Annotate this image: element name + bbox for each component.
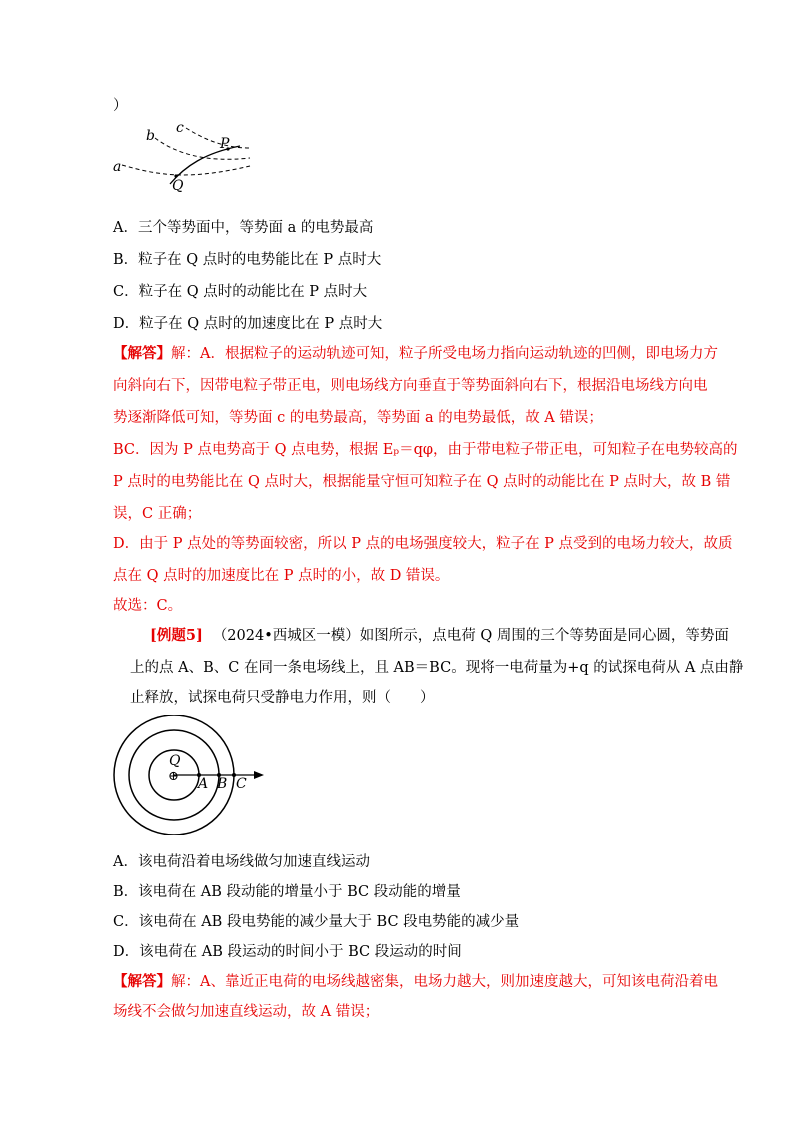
q4-answer-line-2: 向斜向右下，因带电粒子带正电，则电场线方向垂直于等势面斜向右下，根据沿电场线方向电 (113, 378, 708, 394)
equipotential-trajectory-figure (110, 118, 255, 196)
label-c: c (176, 120, 184, 136)
q5-answer-line-1: 【解答】解：A、靠近正电荷的电场线越密集，电场力越大，则加速度越大，可知该电荷沿着电 (113, 973, 718, 990)
equipotential-line-c (186, 128, 250, 148)
concentric-equipotential-figure (110, 715, 270, 835)
q4-answer-line-7: D．由于 P 点处的等势面较密，所以 P 点的电场强度较大，粒子在 P 点受到的电场力较大，故质 (113, 536, 733, 552)
label-p: P (220, 136, 230, 152)
label-b: b (146, 128, 155, 144)
label-a: a (113, 159, 122, 175)
q5-answer-tag: 【解答】 (113, 973, 171, 990)
q4-answer-line-5: P 点时的电势能比在 Q 点时大，根据能量守恒可知粒子在 Q 点时的动能比在 P 点时大，故 B 错 (113, 474, 731, 490)
q4-answer-line-1: 【解答】解：A．根据粒子的运动轨迹可知，粒子所受电场力指向运动轨迹的凹侧，即电场力方 (113, 345, 718, 362)
question-paren-tail: ） (113, 98, 128, 114)
q5-stem-line-1: [例题5] （2024•西城区一模）如图所示，点电荷 Q 周围的三个等势面是同心圆，等势面 (150, 627, 729, 644)
q5-stem-line-2: 上的点 A、B、C 在同一条电场线上，且 AB＝BC。现将一电荷量为+q 的试探电荷从 A 点由静 (130, 660, 744, 676)
label-q-charge: Q (169, 753, 181, 769)
q5-option-d: D．该电荷在 AB 段运动的时间小于 BC 段运动的时间 (113, 944, 462, 960)
q4-option-d: D．粒子在 Q 点时的加速度比在 P 点时大 (113, 316, 383, 332)
q4-answer-line-3: 势逐渐降低可知，等势面 c 的电势最高，等势面 a 的电势最低，故 A 错误； (113, 410, 603, 426)
q4-answer-line-4: BC．因为 P 点电势高于 Q 点电势，根据 Eₚ＝qφ，由于带电粒子带正电，可知粒子在电势较高的 (113, 442, 738, 458)
field-line-arrowhead (254, 771, 264, 779)
q5-option-a: A．该电荷沿着电场线做匀加速直线运动 (113, 854, 370, 870)
q5-option-c: C．该电荷在 AB 段电势能的减少量大于 BC 段电势能的减少量 (113, 914, 520, 930)
label-point-a: A (198, 776, 209, 792)
q4-option-b: B．粒子在 Q 点时的电势能比在 P 点时大 (113, 252, 382, 268)
q4-answer-line-6: 误，C 正确； (113, 506, 202, 522)
q4-option-a: A．三个等势面中，等势面 a 的电势最高 (113, 220, 374, 236)
q5-stem-line-3: 止释放，试探电荷只受静电力作用，则（ ） (130, 690, 435, 706)
q4-answer-line-8: 点在 Q 点时的加速度比在 P 点时的小，故 D 错误。 (113, 568, 450, 584)
plus-charge-symbol: ⊕ (168, 769, 179, 784)
label-point-b: B (217, 776, 228, 792)
q4-answer-tag: 【解答】 (113, 345, 171, 362)
q4-answer-line-9: 故选：C。 (113, 598, 183, 614)
label-q: Q (172, 178, 184, 194)
q5-example-tag: [例题5] (150, 627, 203, 644)
label-point-c: C (236, 776, 247, 792)
q5-answer-line-2: 场线不会做匀加速直线运动，故 A 错误； (113, 1004, 380, 1020)
equipotential-line-b (155, 138, 250, 159)
q5-option-b: B．该电荷在 AB 段动能的增量小于 BC 段动能的增量 (113, 884, 461, 900)
q4-option-c: C．粒子在 Q 点时的动能比在 P 点时大 (113, 284, 368, 300)
equipotential-line-a (122, 165, 250, 175)
